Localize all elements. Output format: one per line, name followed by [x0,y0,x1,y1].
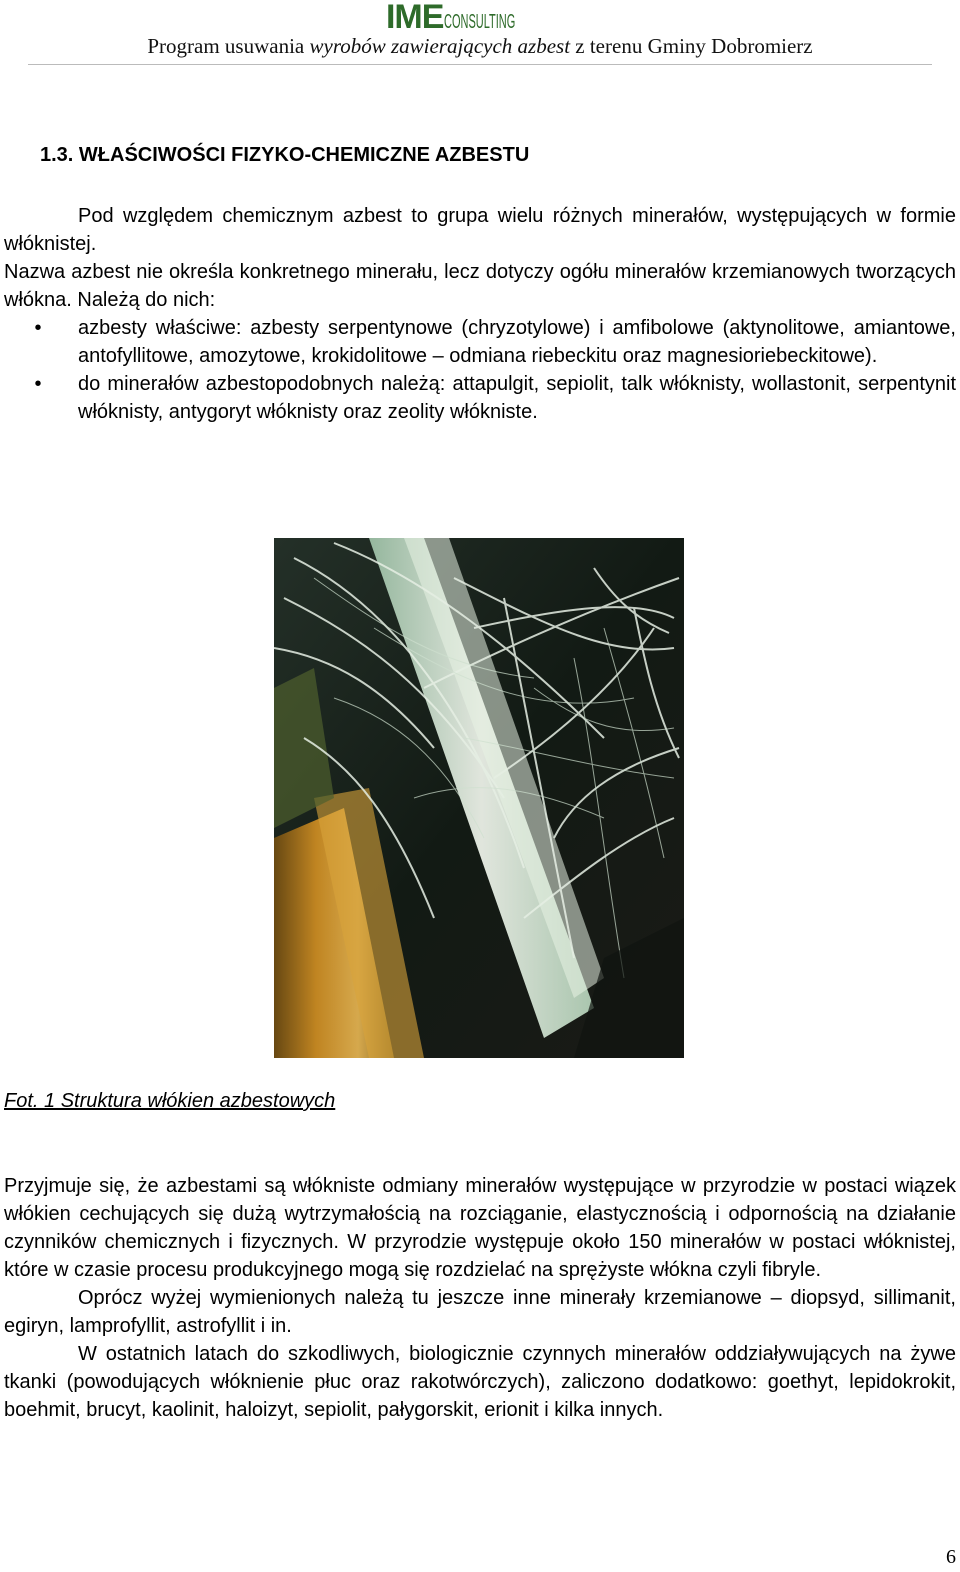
intro-block [4,202,956,426]
asbestos-fiber-photo [274,538,684,1058]
intro-paragraph-1: Pod względem chemicznym azbest to grupa wielu różnych minerałów, występujących w formie włóknistej. [4,205,956,255]
page-header [0,0,960,62]
header-title-part2: z terenu Gminy Dobromierz [570,34,813,58]
body-paragraph-3: W ostatnich latach do szkodliwych, biologicznie czynnych minerałów oddziaływujących na żywe tkanki (powodujących włóknienie płuc oraz rakotwórczych), zaliczono dodatkowo: goethyt, lepidokrokit, boehmit, brucyt, kaolinit, haloizyt, sepiolit, pałygorskit, erionit i kilka innych. [4,1343,956,1421]
logo-text-sub: CONSULTING [444,11,516,33]
bullet-item-asbestos-proper [4,314,956,370]
document-header-title [0,33,960,59]
photo-caption: Fot. 1 Struktura włókien azbestowych [4,1090,336,1112]
page-number: 6 [946,1546,956,1568]
intro-paragraph-2: Nazwa azbest nie określa konkretnego minerału, lecz dotyczy ogółu minerałów krzemianowych tworzących włókna. Należą do nich: [4,261,956,311]
section-heading: 1.3. WŁAŚCIWOŚCI FIZYKO-CHEMICZNE AZBESTU [40,144,530,166]
bullet-dot-icon: • [34,317,42,339]
body-paragraph-2: Oprócz wyżej wymienionych należą tu jeszcze inne minerały krzemianowe – diopsyd, sillimanit, egiryn, lamprofyllit, astrofyllit i in. [4,1287,956,1337]
body-block [4,1172,956,1424]
bullet-dot-icon: • [34,373,42,395]
ime-consulting-logo [0,0,960,34]
asbestos-fiber-image [274,538,684,1058]
logo-text-main: IME [385,0,444,36]
header-title-part1: Program usuwania [147,34,310,58]
bullet-text: azbesty właściwe: azbesty serpentynowe (chryzotylowe) i amfibolowe (aktynolitowe, amiantowe, antofyllitowe, amozytowe, krokidolitowe – odmiana riebeckitu oraz magnesioriebeckitowe). [78,317,956,367]
bullet-item-asbestos-like [4,370,956,426]
header-title-italic: wyrobów zawierających azbest [309,34,571,58]
header-divider [28,64,932,65]
body-paragraph-1: Przyjmuje się, że azbestami są włókniste odmiany minerałów występujące w przyrodzie w postaci wiązek włókien cechujących się dużą wytrzymałością na rozciąganie, elastycznością i odpornością na działanie czynników chemicznych i fizycznych. W przyrodzie występuje około 150 minerałów w postaci włóknistej, które w czasie procesu produkcyjnego mogą się rozdzielać na sprężyste włókna czyli fibryle. [4,1175,956,1281]
bullet-text: do minerałów azbestopodobnych należą: attapulgit, sepiolit, talk włóknisty, wollastonit, serpentynit włóknisty, antygoryt włóknisty oraz zeolity włókniste. [78,373,956,423]
minerals-bullet-list [4,314,956,426]
